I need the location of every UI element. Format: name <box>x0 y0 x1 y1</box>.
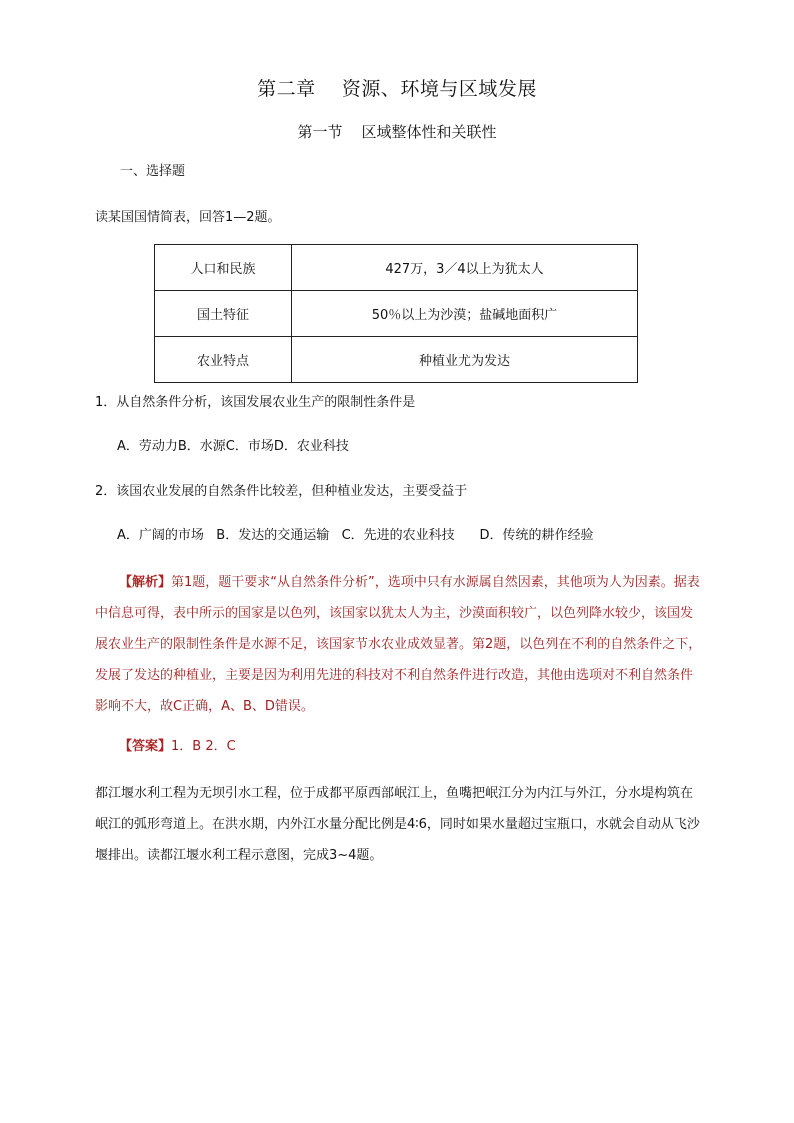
analysis-tag: 【解析】 <box>119 575 172 590</box>
table-row <box>155 245 638 291</box>
question-1-options: A．劳动力B．水源C．市场D．农业科技 <box>117 439 349 454</box>
analysis-text: 第1题，题干要求“从自然条件分析”，选项中只有水源属自然因素，其他项为人为因素。据表中信息可得，表中所示的国家是以色列，该国家以犹太人为主，沙漠面积较广，以色列降水较少，该国发展农业生产的限制性条件是水源不足，该国家节水农业成效显著。第2题，以色列在不利的自然条件之下，发展了发达的种植业，主要是因为利用先进的科技对不利自然条件进行改造，其他由选项对不利自然条件影响不大，故C正确，A、B、D错误。 <box>95 575 702 714</box>
question-intro: 读某国国情简表，回答1—2题。 <box>95 210 281 225</box>
chapter-title: 第二章 资源、环境与区域发展 <box>257 78 537 100</box>
table-cell-label: 农业特点 <box>155 337 292 383</box>
analysis-paragraph <box>95 567 705 722</box>
table-row <box>155 337 638 383</box>
table-cell-label: 人口和民族 <box>155 245 292 291</box>
question-2-stem: 2．该国农业发展的自然条件比较差，但种植业发达，主要受益于 <box>95 484 468 499</box>
table-cell-value: 种植业尤为发达 <box>292 337 638 383</box>
dujiangyan-paragraph: 都江堰水利工程为无坝引水工程，位于成都平原西部岷江上，鱼嘴把岷江分为内江与外江，分水堤构筑在岷江的弧形弯道上。在洪水期，内外江水量分配比例是4∶6，同时如果水量超过宝瓶口，水就会自动从飞沙堰排出。读都江堰水利工程示意图，完成3~4题。 <box>95 786 700 863</box>
table-cell-value: 50％以上为沙漠；盐碱地面积广 <box>292 291 638 337</box>
answer-text: 1．B 2．C <box>171 739 236 754</box>
answer-tag: 【答案】 <box>119 739 172 754</box>
table-row <box>155 291 638 337</box>
table-cell-value: 427万，3／4以上为犹太人 <box>292 245 638 291</box>
part-heading: 一、选择题 <box>120 164 186 179</box>
table-cell-label: 国土特征 <box>155 291 292 337</box>
question-1-stem: 1．从自然条件分析，该国发展农业生产的限制性条件是 <box>95 395 416 410</box>
answer-line <box>119 735 236 754</box>
question-2-options: A．广阔的市场 B．发达的交通运输 C．先进的农业科技 D．传统的耕作经验 <box>117 528 594 543</box>
section-title: 第一节 区域整体性和关联性 <box>297 123 497 141</box>
country-facts-table <box>154 244 638 383</box>
